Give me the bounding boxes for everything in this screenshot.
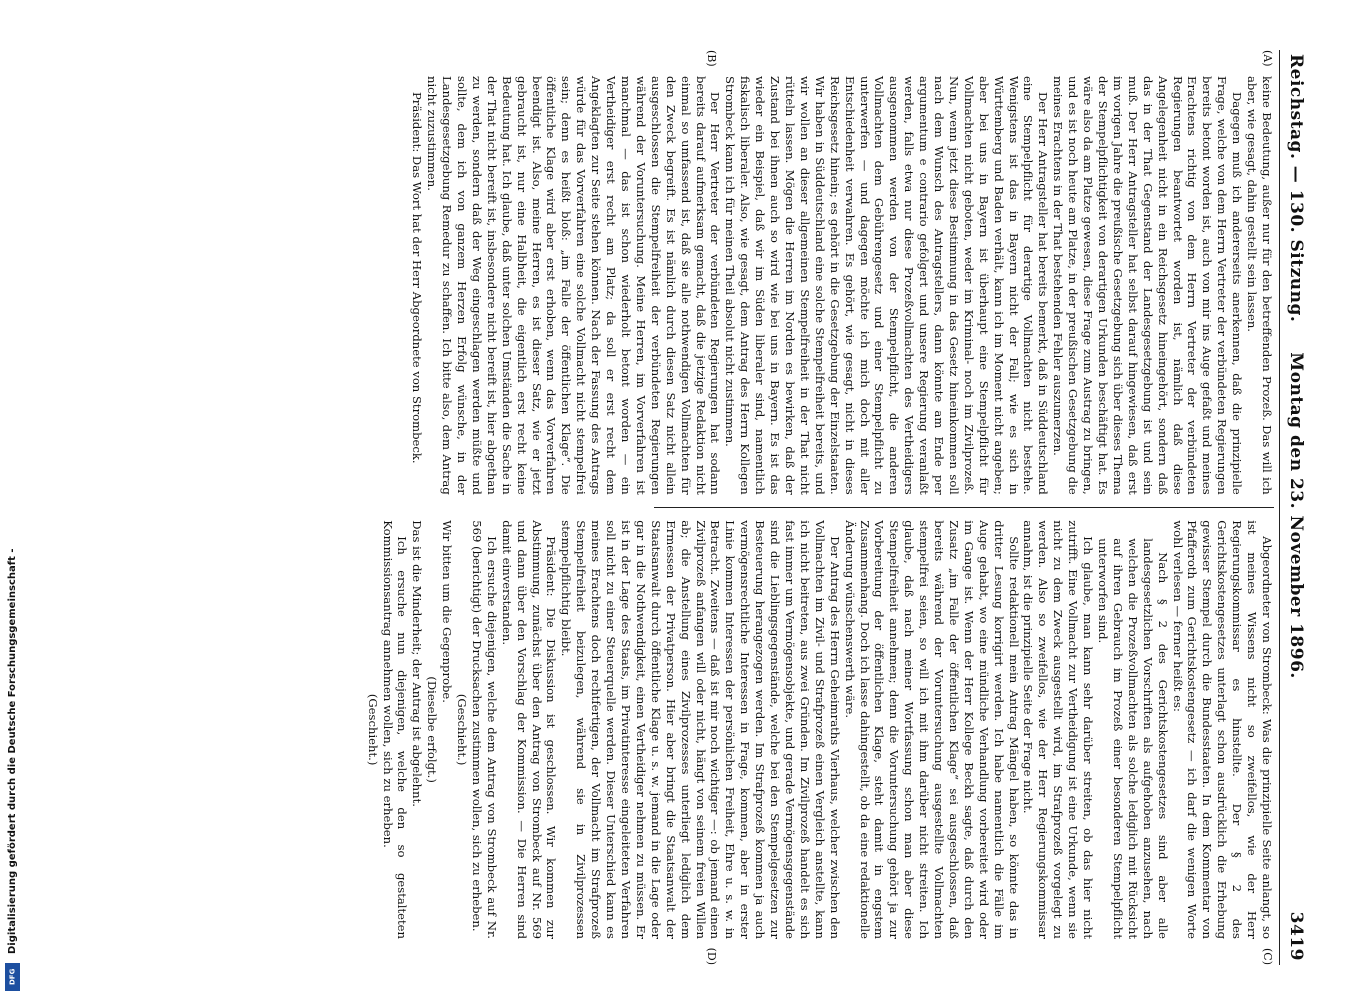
- header-title: Reichstag. — 130. Sitzung.: [1286, 54, 1306, 323]
- paragraph: Der Herr Vertreter der verbündeten Regierungen hat sodann bereits darauf aufmerksam gemacht, daß die jetzige Redaktion nicht einmal so umfassend ist, daß sie alle nothwendigen Vollmachten für den Zweck begreift. Es ist nämlich durch diesen Satz nicht allein ausgeschlossen die Stempelfreiheit der verbündeten Regierungen während der Voruntersuchung. Meine Herren, im Vorverfahren ist manchmal — das ist schon wiederholt betont worden — ein Vertheidiger erst recht am Platz; da soll er erst recht dem Angeklagten zur Seite stehen können. Nach der Fassung des Antrags würde für das Vorverfahren eine solche Vollmacht nicht stempelfrei sein; denn es heißt bloß: „im Falle der öffentlichen Klage“. Die öffentliche Klage wird aber erst erhoben, wenn das Vorverfahren beendigt ist. Also, meine Herren, es ist dieser Satz, wie er jetzt gebraucht ist, nur eine Halbheit, die eigentlich erst recht keine Bedeutung hat. Ich glaube, daß unter solchen Umständen die Sache in der That nicht bereift ist, insbesondere nicht bereift ist, hier abgethan zu werden, sondern daß der Weg eingeschlagen werden müßte und sollte, dem ich von ganzem Herzen Erfolg wünsche, in der Landesgesetzgebung Remedur zu schaffen. Ich bitte also, dem Antrag nicht zuzustimmen.: [425, 76, 723, 495]
- paragraph: Ich ersuche diejenigen, welche dem Antrag von Strombeck auf Nr. 569 (berichtigt) der Drucksachen zustimmen wollen, sich zu erheben.: [469, 520, 499, 939]
- dfg-logo-icon: DFG: [5, 963, 20, 991]
- left-column: [60, 50, 1274, 507]
- paragraph: Dagegen muß ich andererseits anerkennen, daß die prinzipielle Frage, welche von dem Herrn Vertreter der verbündeten Regierungen bereits betont worden ist, auch von mir ins Auge gefaßt und meines Erachtens richtig von dem Herrn Vertreter der verbündeten Regierungen beantwortet worden ist, nämlich daß diese Angelegenheit nicht in ein Reichsgesetz hineingehört, sondern daß das in der That Gegenstand der Landesgesetzgebung ist und sein muß. Der Herr Antragsteller hat selbst darauf hingewiesen, daß erst im vorigen Jahre die preußische Gesetzgebung sich über dieses Thema der Stempelpflichtigkeit von derartigen Urkunden beschäftigt hat. Es wäre also da am Platze gewesen, diese Frage zum Austrag zu bringen, und es ist noch heute am Platze, in der preußischen Gesetzgebung die meines Erachtens in der That bestehenden Fehler auszumerzen.: [1051, 76, 1245, 495]
- margin-marker-d: (D): [705, 947, 718, 965]
- paragraph: Ich ersuche nun diejenigen, welche den so gestalteten Kommissionsantrag annehmen wollen, sich zu erheben.: [380, 520, 410, 939]
- speaker-paragraph: Präsident: Das Wort hat der Herr Abgeordnete von Strombeck.: [410, 92, 425, 464]
- digitization-note: Digitalisierung gefördert durch die Deutsche Forschungsgemeinschaft -: [7, 548, 18, 954]
- speaker-paragraph: Präsident: Die Diskussion ist geschlossen. Wir kommen zur Abstimmung, zunächst über den Antrag von Strombeck auf Nr. 569 und dann über den Vorschlag der Kommission. — Die Herren sind damit einverstanden.: [499, 520, 559, 939]
- digitization-strip: [2, 0, 24, 1000]
- paragraph: Wir bitten um die Gegenprobe.: [440, 520, 455, 703]
- text-columns: [60, 50, 1274, 965]
- paragraph: Ich glaube, man kann sehr darüber streiten, ob das hier nicht zutrifft. Eine Vollmacht zur Vertheidigung ist eine Urkunde, wenn sie nicht zu dem Zweck ausgestellt wird, im Strafprozeß vorgelegt zu werden. Also so zweifellos, wie der Herr Regierungskommissar annahm, ist die prinzipielle Seite der Frage nicht.: [1021, 520, 1096, 939]
- stage-direction: (Geschieht.): [365, 693, 380, 766]
- quoted-passage: Nach § 2 des Gerichtskostengesetzes sind aber alle landesgesetzlichen Vorschriften als aufgehoben anzusehen, nach welchen die Prozeßvollmachten als solche lediglich mit Rücksicht auf ihren Gebrauch im Prozeß einer besonderen Stempelpflicht unterworfen sind.: [1096, 538, 1170, 939]
- stage-direction: (Geschieht.): [455, 693, 470, 766]
- paragraph: Sollte redaktionell mein Antrag Mängel haben, so könnte das in dritter Lesung korrigirt werden. Ich habe namentlich die Fälle im Auge gehabt, wo eine mündliche Verhandlung vorbereitet wird oder im Gange ist. Wenn der Herr Kollege Beckh sagte, daß durch den Zusatz „im Falle der öffentlichen Klage“ sei ausgeschlossen, daß bereits während der Voruntersuchung ausgestellte Vollmachten stempelfrei seien, so will ich mit ihm darüber nicht streiten. Ich glaube, daß nach meiner Wortfassung schon man aber diese Stempelfreiheit annehmen; denn die Voruntersuchung gehört ja zur Vorbereitung der öffentlichen Klage, steht damit in engstem Zusammenhang. Doch ich lasse dahingestellt, ob da eine redaktionelle Änderung wünschenswerth wäre.: [842, 520, 1021, 939]
- margin-marker-a: (A): [1261, 50, 1274, 67]
- paragraph: Der Herr Antragsteller hat bereits bemerkt, daß in Süddeutschland eine Stempelpflicht für derartige Vollmachten nicht bestehe. Wenigstens ist das in Bayern nicht der Fall; wie es sich in Württemberg und Baden verhält, kann ich im Moment nicht angeben; aber bei uns in Bayern ist überhaupt eine Stempelpflicht für Vollmachten nicht geboten, weder im Kriminal- noch im Zivilprozeß. Nun, wenn jetzt diese Bestimmung in das Gesetz hineinkommen soll nach dem Wunsch des Antragstellers, dann könnte am Ende per argumentum e contrario gefolgert und unsere Regierung veranlaßt werden, falls etwa nur diese Prozeßvollmachten des Vertheidigers ausgenommen werden von der Stempelpflicht, die anderen Vollmachten dem Gebührengesetz und einer Stempelpflicht zu unterwerfen — und dagegen möchte ich mich doch mit aller Entschiedenheit verwahren. Es gehört, wie gesagt, nicht in dieses Reichsgesetz hinein; es gehört in die Gesetzgebung der Einzelstaaten. Wir haben in Süddeutschland eine solche Stempelfreiheit bereits, und wir wollen an dieser allgemeinen Stempelfreiheit in der That nicht rütteln lassen. Mögen die Herren im Norden es bewirken, daß der Zustand bei ihnen auch so wird wie bei uns in Bayern. Es ist das wieder ein Beispiel, daß wir im Süden liberaler sind, namentlich fiskalisch liberaler. Also, wie gesagt, dem Antrag des Herrn Kollegen Strombeck kann ich für meinen Theil absolut nicht zustimmen.: [723, 76, 1051, 495]
- paragraph: keine Bedeutung, außer nur für den betreffenden Prozeß. Das will ich aber, wie gesagt, dahin gestellt sein lassen.: [1245, 76, 1274, 495]
- paragraph: Der Antrag des Herrn Geheimraths Vierhaus, welcher zwischen den Vollmachten im Zivil- und Strafprozeß einen Vergleich anstellte, kann ich nicht beitreten, aus zwei Gründen. Im Zivilprozeß handelt es sich fast immer um Vermögensobjekte, und gerade Vermögensgegenstände sind die Lieblingsgegenstände, welche bei den Stempelgesetzen zur Besteuerung herangezogen werden. Im Strafprozeß kommen ja auch vermögensrechtliche Interessen in Frage, kommen, aber in erster Linie kommen Interessen der persönlichen Freiheit, Ehre u. s. w. in Betracht. Zweitens — daß ist mir noch wichtiger —: ob jemand einen Zivilprozeß anfangen will oder nicht, hängt von seinem freien Willen ab; die Anstellung eines Zivilprozesses unterliegt lediglich dem Ermessen der Privatperson. Hier aber bringt die Staatsanwalt der Staatsanwalt durch öffentliche Klage u. s. w. jemand in die Lage oder gar in die Nothwendigkeit, einen Vertheidiger nehmen zu müssen. Er ist in der Lage des Staats, im Privatinteresse eingeleiteten Verfahren soll nicht zu einer Steuerquelle werden. Dieser Unterschied kann es meines Erachtens doch rechtfertigen, der Vollmacht im Strafprozeß Stempelfreiheit beizulegen, während sie in Zivilprozessen stempelpflichtig bleibt.: [559, 520, 842, 939]
- running-header: [1279, 50, 1306, 965]
- speaker-paragraph: Abgeordneter von Strombeck: Was die prinzipielle Seite anlangt, so ist meines Wissens nicht so zweifellos, wie der Herr Regierungskommissar es hinstellte. Der § 2 des Gerichtskostengesetzes unterlagt schon ausdrücklich die Erhebung gewisser Stempel durch die Bundesstaaten. In dem Kommentar von Pfafferoth zum Gerichtskostengesetz — ich darf die wenigen Worte wohl verlesen — ferner heißt es:: [1170, 520, 1274, 939]
- rotated-page: [60, 40, 1310, 975]
- stage-direction: (Dieselbe erfolgt.): [425, 676, 440, 783]
- right-column: [60, 508, 1274, 965]
- paragraph: Das ist die Minderheit; der Antrag ist abgelehnt.: [410, 520, 425, 807]
- margin-marker-b: (B): [705, 50, 718, 67]
- scanned-page-frame: [60, 40, 1310, 975]
- page-number: 3419: [1286, 911, 1306, 961]
- margin-marker-c: (C): [1261, 948, 1274, 965]
- header-date: Montag den 23. November 1896.: [1286, 352, 1306, 679]
- document-page: [60, 40, 1310, 975]
